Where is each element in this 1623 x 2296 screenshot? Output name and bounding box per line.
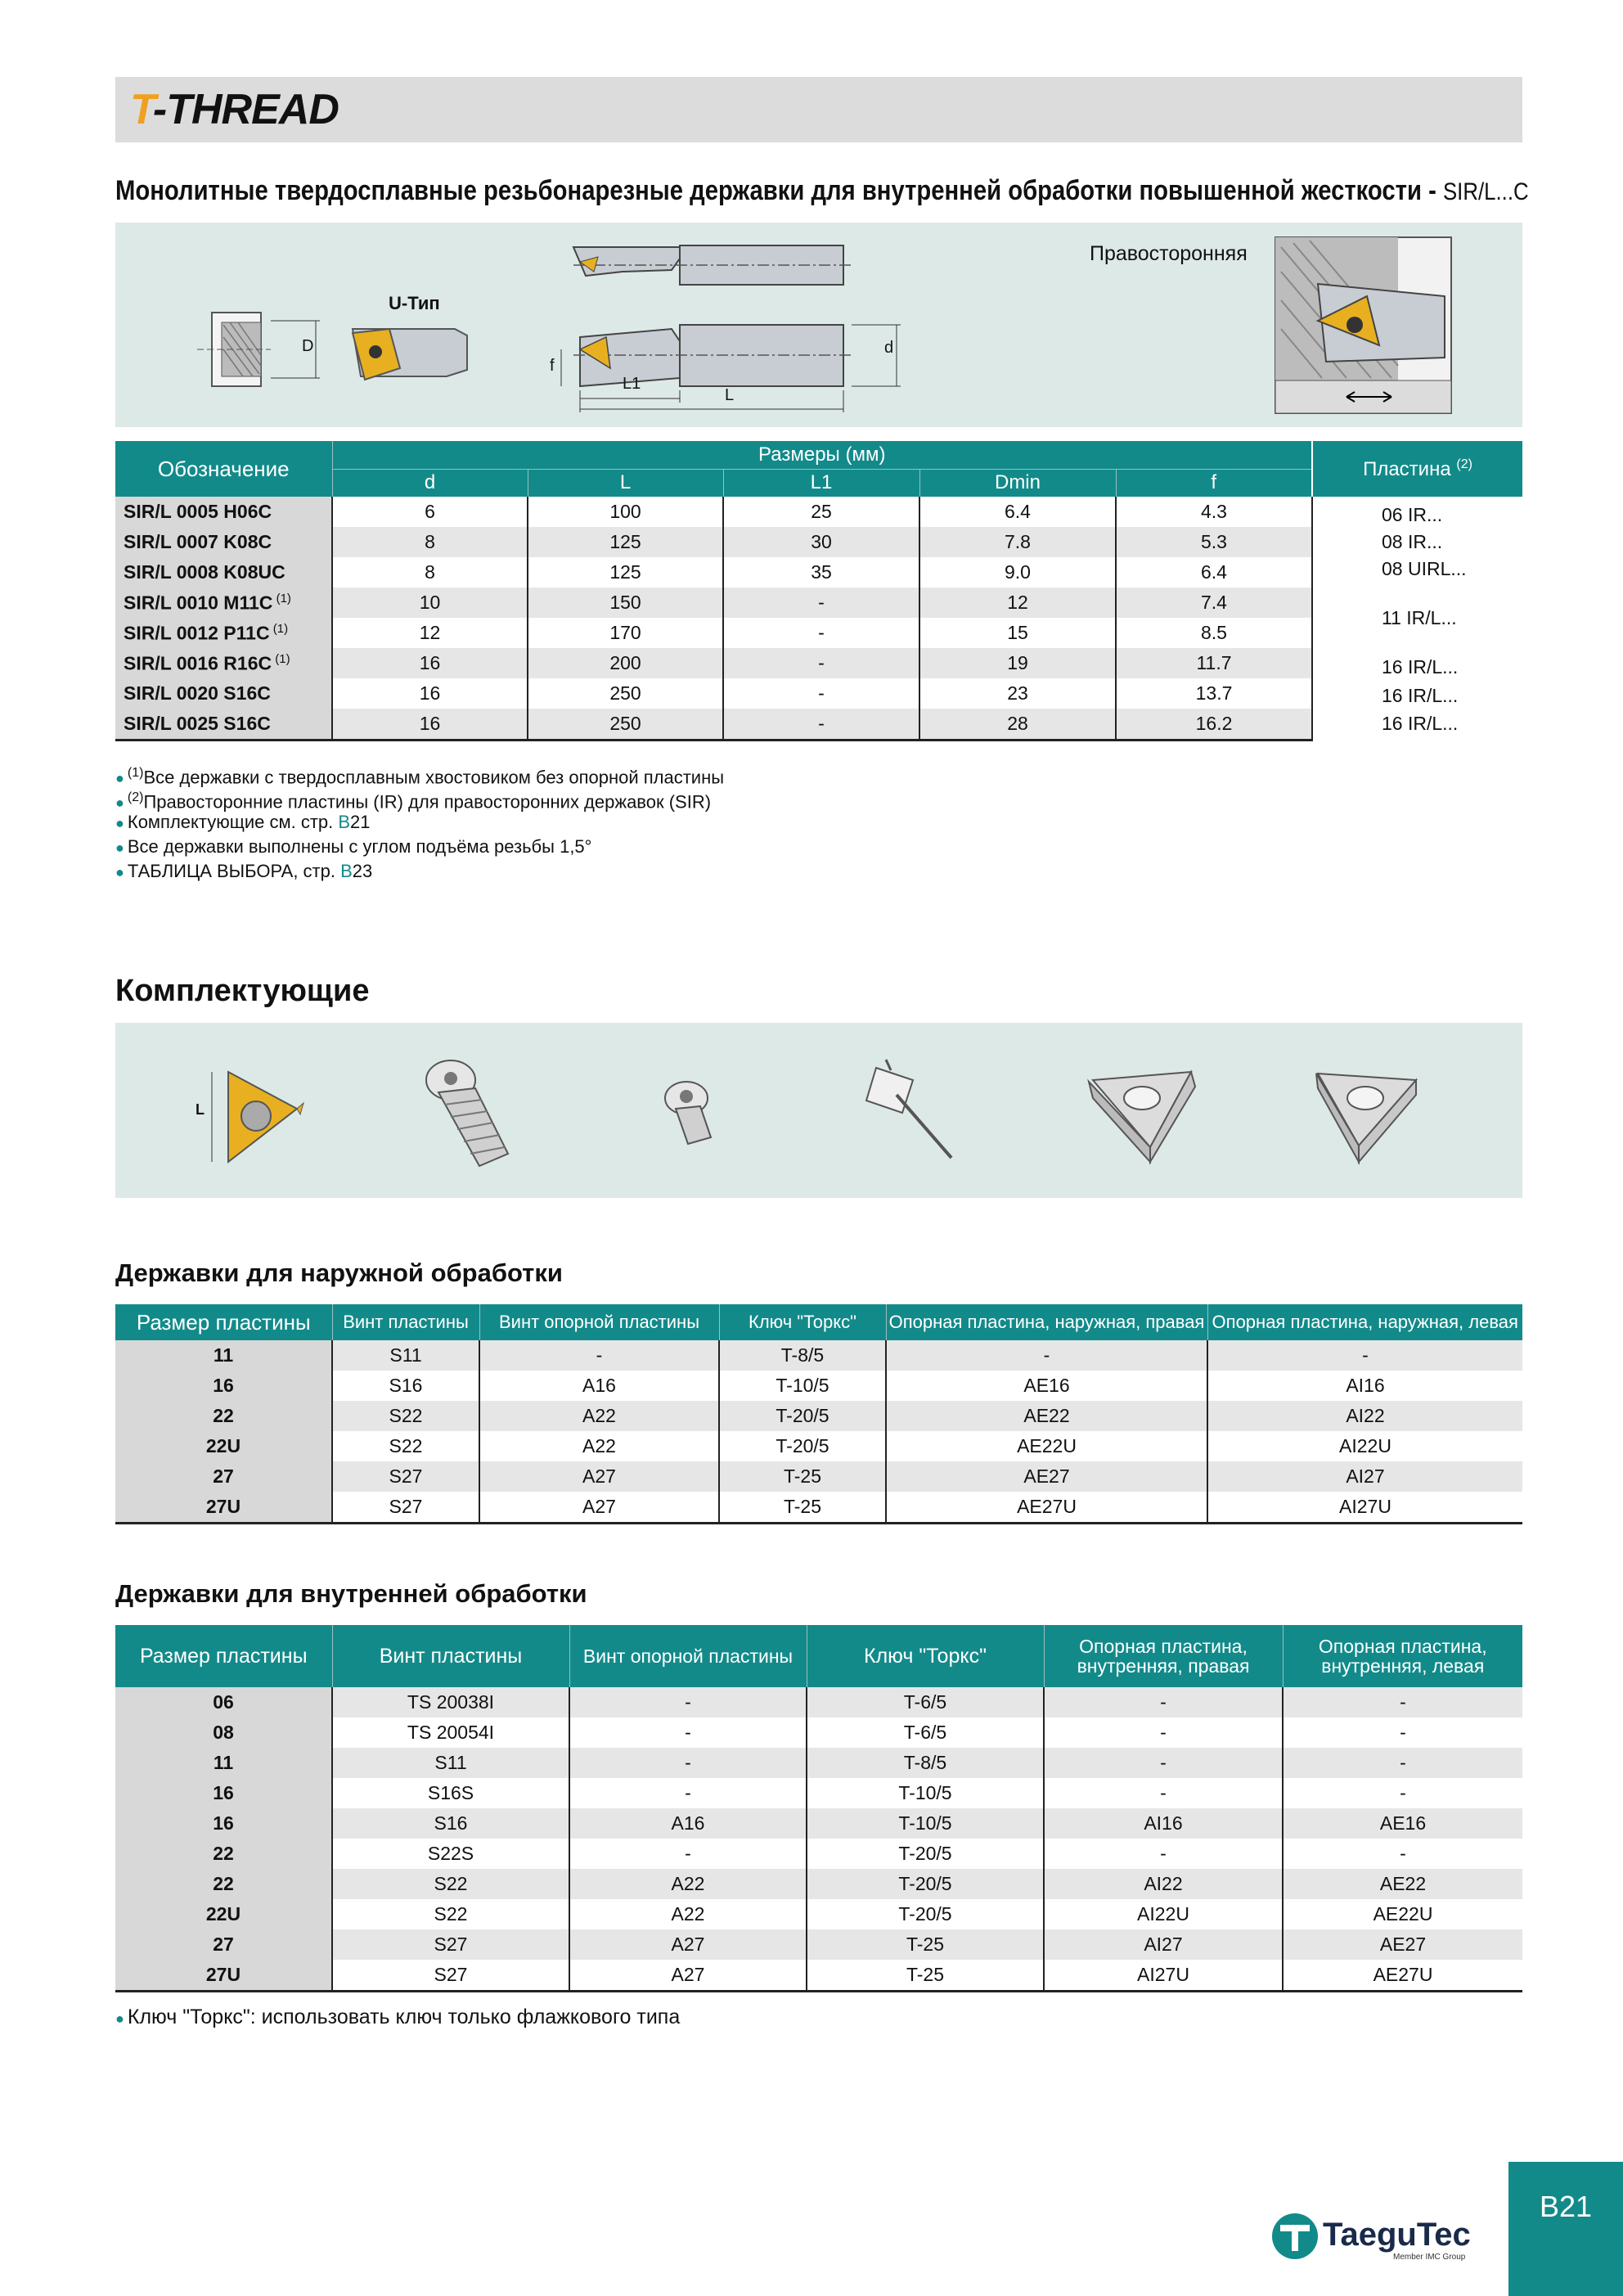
dim-value: 16 (332, 648, 528, 678)
insert-cell: 06 IR... 08 IR... 08 UIRL... (1312, 497, 1522, 588)
dim-value: 8 (332, 527, 528, 557)
table-cell: AI16 (1207, 1371, 1522, 1401)
table-cell: T-6/5 (807, 1717, 1044, 1748)
dim-value: - (723, 648, 919, 678)
table-cell: AE16 (886, 1371, 1207, 1401)
table-cell: - (1283, 1839, 1522, 1869)
shim-internal-icon (1316, 1074, 1416, 1162)
note-item: ● $^{(1)}$Все державки с твердосплавным хвостовиком без опорной пластины (115, 766, 725, 788)
table-cell: S11 (332, 1748, 569, 1778)
dim-value: 35 (723, 557, 919, 588)
table-cell: S27 (332, 1929, 569, 1960)
table-cell: - (886, 1340, 1207, 1371)
table-row (115, 527, 1522, 557)
dim-value: 100 (528, 497, 723, 527)
dim-f-label: f (550, 357, 555, 375)
table-cell: S11 (332, 1340, 479, 1371)
table-row (115, 1401, 1522, 1431)
int-col-shim-screw: Винт опорной пластины (569, 1625, 807, 1687)
dim-value: 125 (528, 557, 723, 588)
table-cell: S22 (332, 1869, 569, 1899)
table-cell: S22 (332, 1401, 479, 1431)
table-cell: T-8/5 (719, 1340, 886, 1371)
table-cell: AE22U (886, 1431, 1207, 1461)
table-cell: - (1283, 1778, 1522, 1808)
table-row (115, 557, 1522, 588)
int-col-shim-right: Опорная пластина, внутренняя, правая (1044, 1625, 1283, 1687)
table-cell: - (1044, 1748, 1283, 1778)
dim-value: - (723, 678, 919, 709)
table-row (115, 618, 1522, 648)
table-cell: AI27U (1207, 1492, 1522, 1524)
int-col-shim-left: Опорная пластина, внутренняя, левая (1283, 1625, 1522, 1687)
table-cell: AI22 (1044, 1869, 1283, 1899)
table-cell: S16 (332, 1808, 569, 1839)
table-cell: - (1207, 1340, 1522, 1371)
table-cell: A22 (479, 1401, 719, 1431)
insert-cell: 16 IR/L... (1312, 648, 1522, 678)
dim-D-label: D (302, 337, 314, 355)
table-cell: TS 20038I (332, 1687, 569, 1717)
taegutec-logo: TaeguTec Member IMC Group (1270, 2212, 1467, 2264)
table-cell: S16 (332, 1371, 479, 1401)
page-number: B21 (1539, 2190, 1593, 2223)
insert-size: 22U (115, 1431, 332, 1461)
dim-value: 12 (919, 588, 1116, 618)
col-Dmin: Dmin (919, 469, 1116, 497)
note-item: ● Все державки выполнены с углом подъёма резьбы 1,5° (115, 836, 592, 857)
holder-code: SIR/L 0005 H06C (115, 497, 332, 527)
dim-value: 6 (332, 497, 528, 527)
table-cell: AI16 (1044, 1808, 1283, 1839)
table-cell: T-20/5 (807, 1869, 1044, 1899)
table-cell: AI27U (1044, 1960, 1283, 1992)
table-cell: A27 (569, 1960, 807, 1992)
internal-holders-table (115, 1625, 1522, 1992)
dim-value: 7.4 (1116, 588, 1312, 618)
insert-size: 16 (115, 1778, 332, 1808)
dim-value: 8.5 (1116, 618, 1312, 648)
note-item: ● Комплектующие см. стр. B21 (115, 812, 371, 832)
table-row (115, 1492, 1522, 1524)
dim-value: 150 (528, 588, 723, 618)
int-col-size: Размер пластины (115, 1625, 332, 1687)
table-cell: AE27U (1283, 1960, 1522, 1992)
dim-value: 6.4 (919, 497, 1116, 527)
dim-value: 15 (919, 618, 1116, 648)
table-row (115, 1869, 1522, 1899)
int-col-torx-key: Ключ "Торкс" (807, 1625, 1044, 1687)
dim-value: 23 (919, 678, 1116, 709)
dim-value: 11.7 (1116, 648, 1312, 678)
note-item: ● ТАБЛИЦА ВЫБОРА, стр. B23 (115, 861, 373, 881)
insert-size: 27 (115, 1929, 332, 1960)
table-cell: S16S (332, 1778, 569, 1808)
table-row (115, 588, 1522, 618)
dim-value: 12 (332, 618, 528, 648)
table-row (115, 1899, 1522, 1929)
u-type-tool-drawing (353, 329, 467, 380)
dim-value: 7.8 (919, 527, 1116, 557)
table-cell: AE22 (886, 1401, 1207, 1431)
table-cell: T-6/5 (807, 1687, 1044, 1717)
insert-cell: 16 IR/L... 16 IR/L... (1312, 678, 1522, 741)
holder-code: SIR/L 0010 M11C $^{(1)}$ (115, 588, 332, 618)
t-thread-logo: T-THREAD (130, 86, 339, 133)
dim-value: 4.3 (1116, 497, 1312, 527)
table-cell: T-8/5 (807, 1748, 1044, 1778)
insert-size: 27 (115, 1461, 332, 1492)
external-holders-title: Державки для наружной обработки (115, 1258, 563, 1287)
table-row (115, 1960, 1522, 1992)
table-row (115, 1748, 1522, 1778)
insert-size: 22 (115, 1401, 332, 1431)
insert-size: 22 (115, 1869, 332, 1899)
table-cell: T-20/5 (807, 1899, 1044, 1929)
dim-value: 13.7 (1116, 678, 1312, 709)
table-row (115, 1340, 1522, 1371)
table-cell: T-20/5 (807, 1839, 1044, 1869)
holder-code: SIR/L 0008 K08UC (115, 557, 332, 588)
dim-value: 6.4 (1116, 557, 1312, 588)
table-cell: T-20/5 (719, 1401, 886, 1431)
insert-size: 06 (115, 1687, 332, 1717)
table-cell: S27 (332, 1461, 479, 1492)
table-row (115, 1717, 1522, 1748)
table-cell: - (569, 1717, 807, 1748)
holder-top-view-drawing (573, 245, 852, 285)
table-cell: AI27 (1044, 1929, 1283, 1960)
col-insert: Пластина $^{(2)}$ (1312, 441, 1522, 497)
table-cell: - (569, 1839, 807, 1869)
table-row (115, 1461, 1522, 1492)
table-cell: T-10/5 (807, 1808, 1044, 1839)
col-L1: L1 (723, 469, 919, 497)
table-cell: - (1044, 1778, 1283, 1808)
table-row (115, 648, 1522, 678)
table-cell: A27 (479, 1492, 719, 1524)
table-cell: AI22U (1207, 1431, 1522, 1461)
table-row (115, 1839, 1522, 1869)
external-holders-table (115, 1304, 1522, 1524)
table-row (115, 1808, 1522, 1839)
table-cell: T-25 (719, 1492, 886, 1524)
torx-key-icon (866, 1060, 951, 1158)
table-cell: A16 (569, 1808, 807, 1839)
table-cell: T-25 (807, 1960, 1044, 1992)
holder-code: SIR/L 0025 S16C (115, 709, 332, 741)
col-group-dimensions: Размеры (мм) (332, 441, 1312, 469)
dim-value: 30 (723, 527, 919, 557)
insert-screw-icon (426, 1060, 508, 1166)
insert-dim-label: L (196, 1101, 205, 1118)
dim-value: 125 (528, 527, 723, 557)
torx-key-note: ● Ключ "Торкс": использовать ключ только флажкового типа (115, 2006, 681, 2028)
insert-size: 22U (115, 1899, 332, 1929)
ext-col-header: Размер пластины (115, 1304, 332, 1340)
table-cell: - (569, 1778, 807, 1808)
table-cell: AE27 (886, 1461, 1207, 1492)
table-cell: T-10/5 (807, 1778, 1044, 1808)
ext-col-header: Опорная пластина, наружная, правая (886, 1304, 1207, 1340)
note-item: ● $^{(2)}$Правосторонние пластины (IR) для правосторонних державок (SIR) (115, 790, 712, 813)
insert-size: 11 (115, 1748, 332, 1778)
table-cell: AI22 (1207, 1401, 1522, 1431)
thread-insert-icon (212, 1072, 303, 1162)
dim-value: 28 (919, 709, 1116, 741)
table-row (115, 1371, 1522, 1401)
dim-L1-label: L1 (623, 375, 641, 393)
table-row (115, 709, 1522, 741)
insert-cell: 11 IR/L... (1312, 588, 1522, 648)
table-cell: A22 (479, 1431, 719, 1461)
right-hand-detail-drawing (1275, 237, 1451, 413)
table-cell: S22 (332, 1431, 479, 1461)
table-cell: AE22U (1283, 1899, 1522, 1929)
table-cell: - (569, 1687, 807, 1717)
right-hand-label: Правосторонняя (1090, 242, 1248, 265)
table-row (115, 678, 1522, 709)
table-row (115, 1778, 1522, 1808)
insert-size: 16 (115, 1808, 332, 1839)
insert-size: 27U (115, 1960, 332, 1992)
table-row (115, 1431, 1522, 1461)
taegutec-emblem-icon (1270, 2212, 1320, 2261)
table-cell: AI27 (1207, 1461, 1522, 1492)
table-cell: - (479, 1340, 719, 1371)
dim-value: 200 (528, 648, 723, 678)
table-cell: T-20/5 (719, 1431, 886, 1461)
table-cell: - (1044, 1839, 1283, 1869)
accessories-title: Комплектующие (115, 974, 370, 1008)
dim-value: 250 (528, 678, 723, 709)
table-cell: AE27 (1283, 1929, 1522, 1960)
insert-size: 27U (115, 1492, 332, 1524)
dim-value: 250 (528, 709, 723, 741)
table-cell: S27 (332, 1960, 569, 1992)
ext-col-header: Винт пластины (332, 1304, 479, 1340)
table-cell: AI22U (1044, 1899, 1283, 1929)
brand-band (115, 77, 1522, 142)
ext-col-header: Опорная пластина, наружная, левая (1207, 1304, 1522, 1340)
insert-size: 22 (115, 1839, 332, 1869)
dim-value: 170 (528, 618, 723, 648)
table-cell: AE16 (1283, 1808, 1522, 1839)
col-designation: Обозначение (115, 441, 332, 497)
col-L: L (528, 469, 723, 497)
dim-value: - (723, 588, 919, 618)
dim-value: 8 (332, 557, 528, 588)
holder-code: SIR/L 0007 K08C (115, 527, 332, 557)
table-cell: A27 (569, 1929, 807, 1960)
holder-dimensions-table (115, 441, 1522, 741)
dim-value: 19 (919, 648, 1116, 678)
internal-holders-title: Державки для внутренней обработки (115, 1579, 587, 1608)
int-col-insert-screw: Винт пластины (332, 1625, 569, 1687)
table-cell: - (1044, 1687, 1283, 1717)
table-row (115, 497, 1522, 527)
dim-value: 5.3 (1116, 527, 1312, 557)
accessories-panel (115, 1023, 1522, 1198)
shim-screw-icon (665, 1082, 711, 1144)
dim-value: - (723, 618, 919, 648)
table-cell: AE27U (886, 1492, 1207, 1524)
holder-code: SIR/L 0012 P11C $^{(1)}$ (115, 618, 332, 648)
u-type-label: U-Тип (389, 293, 440, 313)
col-d: d (332, 469, 528, 497)
dim-value: 16 (332, 678, 528, 709)
dim-value: 16.2 (1116, 709, 1312, 741)
table-cell: S27 (332, 1492, 479, 1524)
holder-code: SIR/L 0016 R16C $^{(1)}$ (115, 648, 332, 678)
table-cell: T-10/5 (719, 1371, 886, 1401)
dim-value: 9.0 (919, 557, 1116, 588)
table-cell: AE22 (1283, 1869, 1522, 1899)
holder-illustration-panel (115, 223, 1522, 427)
table-row (115, 1929, 1522, 1960)
table-cell: - (1283, 1717, 1522, 1748)
insert-size: 08 (115, 1717, 332, 1748)
holder-drawings (115, 223, 1522, 427)
table-cell: A22 (569, 1899, 807, 1929)
holder-code: SIR/L 0020 S16C (115, 678, 332, 709)
dim-value: 25 (723, 497, 919, 527)
dim-d-label: d (884, 339, 894, 357)
insert-size: 11 (115, 1340, 332, 1371)
page-number-tab (1508, 2162, 1623, 2296)
table-cell: TS 20054I (332, 1717, 569, 1748)
table-cell: S22 (332, 1899, 569, 1929)
table-cell: A22 (569, 1869, 807, 1899)
dim-value: 10 (332, 588, 528, 618)
dim-value: 16 (332, 709, 528, 741)
table-cell: T-25 (719, 1461, 886, 1492)
ext-col-header: Ключ "Торкс" (719, 1304, 886, 1340)
table-row (115, 1687, 1522, 1717)
table-cell: A27 (479, 1461, 719, 1492)
dim-value: - (723, 709, 919, 741)
table-cell: - (1044, 1717, 1283, 1748)
page-title: Монолитные твердосплавные резьбонарезные державки для внутренней обработки повышенной жесткости - SIR/L...C (115, 175, 1529, 206)
insert-size: 16 (115, 1371, 332, 1401)
table-cell: S22S (332, 1839, 569, 1869)
table-cell: - (1283, 1748, 1522, 1778)
dim-L-label: L (725, 386, 735, 404)
shim-external-icon (1089, 1072, 1195, 1162)
table-cell: T-25 (807, 1929, 1044, 1960)
ext-col-header: Винт опорной пластины (479, 1304, 719, 1340)
col-f: f (1116, 469, 1312, 497)
table-cell: A16 (479, 1371, 719, 1401)
table-cell: - (1283, 1687, 1522, 1717)
table-cell: - (569, 1748, 807, 1778)
